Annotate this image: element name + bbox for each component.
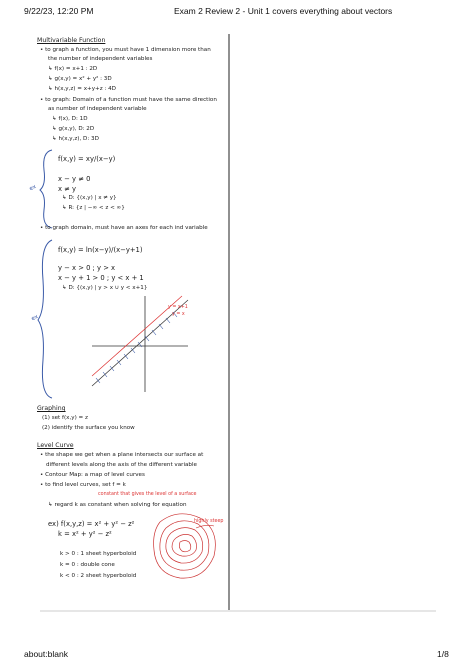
note-line: k > 0 : 1 sheet hyperboloid <box>60 551 137 557</box>
note-line: ↳ g(x,y) = x² + y² : 3D <box>48 76 112 82</box>
print-datetime: 9/22/23, 12:20 PM <box>24 6 94 16</box>
ex-b-function: f(x,y) = ln(x−y)/(x−y+1) <box>58 246 143 254</box>
line-label: y = x+1 <box>168 305 188 310</box>
constant-annotation: constant that gives the level of a surface <box>98 492 197 497</box>
note-line: ↳ h(x,y,z) = x+y+z : 4D <box>48 86 116 92</box>
note-line: ↳ g(x,y), D: 2D <box>52 126 95 132</box>
note-line: x − y ≠ 0 <box>58 175 91 183</box>
note-line: x ≠ y <box>58 185 77 193</box>
ex-label: ex <box>30 313 40 323</box>
document-title: Exam 2 Review 2 - Unit 1 covers everything about vectors <box>174 6 393 16</box>
note-line: y − x > 0 ; y > x <box>58 264 116 272</box>
note-line: • to graph: Domain of a function must have the same direction <box>40 97 217 103</box>
note-line: different levels along the axis of the different variable <box>46 462 197 468</box>
heading-multivariable: Multivariable Function <box>37 37 106 44</box>
note-line: ↳ R: {z | −∞ < z < ∞} <box>62 205 125 211</box>
note-line: • to graph a function, you must have 1 dimension more than <box>40 47 211 53</box>
line-label: y = x <box>172 312 185 317</box>
heading-level-curve: Level Curve <box>37 442 74 449</box>
note-line: (1) set f(x,y) = z <box>42 415 88 421</box>
note-line: the number of independent variables <box>48 56 153 62</box>
note-line: • to find level curves, set f = k <box>40 482 126 488</box>
note-line: ↳ D: {(x,y) | x ≠ y} <box>62 195 117 201</box>
note-line: ex) f(x,y,z) = x² + y² − z² <box>48 520 135 528</box>
heading-graphing: Graphing <box>37 405 66 412</box>
note-line: k = x² + y² − z² <box>58 530 112 538</box>
note-line: k < 0 : 2 sheet hyperboloid <box>60 573 137 579</box>
ex-a-function: f(x,y) = xy/(x−y) <box>58 155 116 163</box>
note-line: • to graph domain, must have an axes for each ind variable <box>40 225 208 231</box>
note-line: • Contour Map: a map of level curves <box>40 472 145 478</box>
note-line: • the shape we get when a plane intersects our surface at <box>40 452 204 458</box>
footer-source: about:blank <box>24 649 68 659</box>
note-line: ↳ h(x,y,z), D: 3D <box>52 136 99 142</box>
note-line: ↳ f(x), D: 1D <box>52 116 88 122</box>
note-line: (2) identify the surface you know <box>42 425 135 431</box>
note-line: x − y + 1 > 0 ; y < x + 1 <box>58 274 144 282</box>
note-line: ↳ D: {(x,y) | y > x ∪ y < x+1} <box>62 285 148 291</box>
note-line: k = 0 : double cone <box>60 562 115 568</box>
note-line: ↳ f(x) = x+1 : 2D <box>48 66 98 72</box>
ex-label: ex <box>28 183 38 193</box>
note-line: as number of independent variable <box>48 106 147 112</box>
footer-page-number: 1/8 <box>437 649 449 659</box>
note-line: ↳ regard k as constant when solving for equation <box>48 502 187 508</box>
steep-annotation: highly steep <box>194 519 224 524</box>
